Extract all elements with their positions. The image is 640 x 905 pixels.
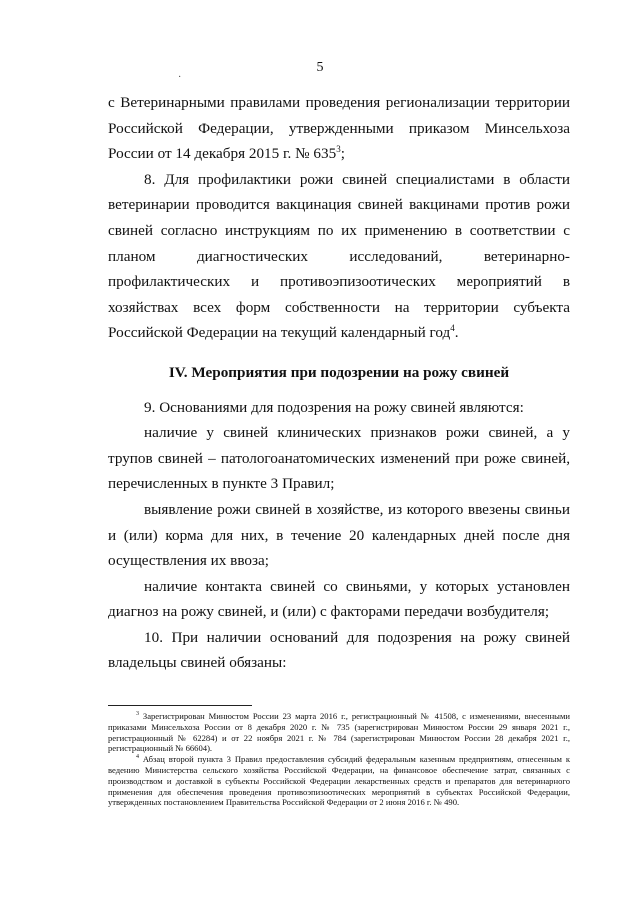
- footnote-text: Зарегистрирован Минюстом России 23 марта 2016 г., регистрационный № 41508, с изменениями, внесенными приказами Минсельхоза России от 8 декабря 2020 г. № 735 (зарегистрирован Минюстом России 29 января 2021 г., регистрационный № 62284) и от 22 ноября 2021 г. № 784 (зарегистрирован Минюстом России 28 декабря 2021 г., регистрационный № 66604).: [108, 711, 570, 754]
- paragraph-end: .: [454, 324, 459, 342]
- section-heading: IV. Мероприятия при подозрении на рожу свиней: [168, 363, 510, 381]
- paragraph-9-item-2: выявление рожи свиней в хозяйстве, из которого ввезены свиньи и (или) корма для них, в течение 20 календарных дней после дня осуществления их ввоза;: [108, 500, 570, 570]
- main-text: [108, 90, 570, 676]
- paragraph-10: 10. При наличии оснований для подозрения на рожу свиней владельцы свиней обязаны:: [108, 628, 570, 672]
- paragraph-9: 9. Основаниями для подозрения на рожу свиней являются:: [144, 398, 524, 416]
- paragraph-text: 8. Для профилактики рожи свиней специалистами в области ветеринарии проводится вакцинация свиней вакцинами против рожи свиней согласно инструкциям по их применению в соответствии с планом диагностических исследований, ветеринарно-профилактических и противоэпизоотических мероприятий в хозяйствах всех форм собственности на территории субъекта Российской Федерации на текущий календарный год: [108, 170, 570, 342]
- paragraph-end: ;: [340, 145, 345, 163]
- footnote-separator: [108, 705, 252, 706]
- footnote-ref: 3: [336, 144, 341, 155]
- footnote-text: Абзац второй пункта 3 Правил предоставления субсидий федеральным казенным предприятиям, отнесенным к ведению Министерства сельского хозяйства Российской Федерации, на финансовое обеспечение затрат, связанных с производством и доставкой в субъекты Российской Федерации лекарственных средств и препаратов для ветеринарного применения для обеспечения проведения противоэпизоотических мероприятий в субъектах Российской Федерации, утвержденных постановлением Правительства Российской Федерации от 2 июня 2016 г. № 490.: [108, 754, 571, 808]
- footnote-3: [108, 711, 570, 754]
- footnote-ref: 4: [450, 323, 455, 334]
- footnote-4: [108, 754, 570, 808]
- footnotes: [108, 711, 570, 808]
- paragraph-9-item-1: наличие у свиней клинических признаков рожи свиней, а у трупов свиней – патологоанатомических изменений при роже свиней, перечисленных в пункте 3 Правил;: [108, 424, 570, 493]
- paragraph-text: с Ветеринарными правилами проведения регионализации территории Российской Федерации, утвержденными приказом Минсельхоза России от 14 декабря 2015 г. № 635: [108, 94, 570, 163]
- paragraph-9-item-3: наличие контакта свиней со свиньями, у которых установлен диагноз на рожу свиней, и (или) с факторами передачи возбудителя;: [108, 577, 570, 621]
- footnote-mark: 4: [136, 754, 139, 761]
- paragraph-continuation: [108, 90, 570, 167]
- page-number: 5: [316, 60, 324, 75]
- paragraph-8: [108, 167, 570, 346]
- scan-dot: ·: [178, 72, 182, 83]
- footnote-mark: 3: [136, 711, 139, 718]
